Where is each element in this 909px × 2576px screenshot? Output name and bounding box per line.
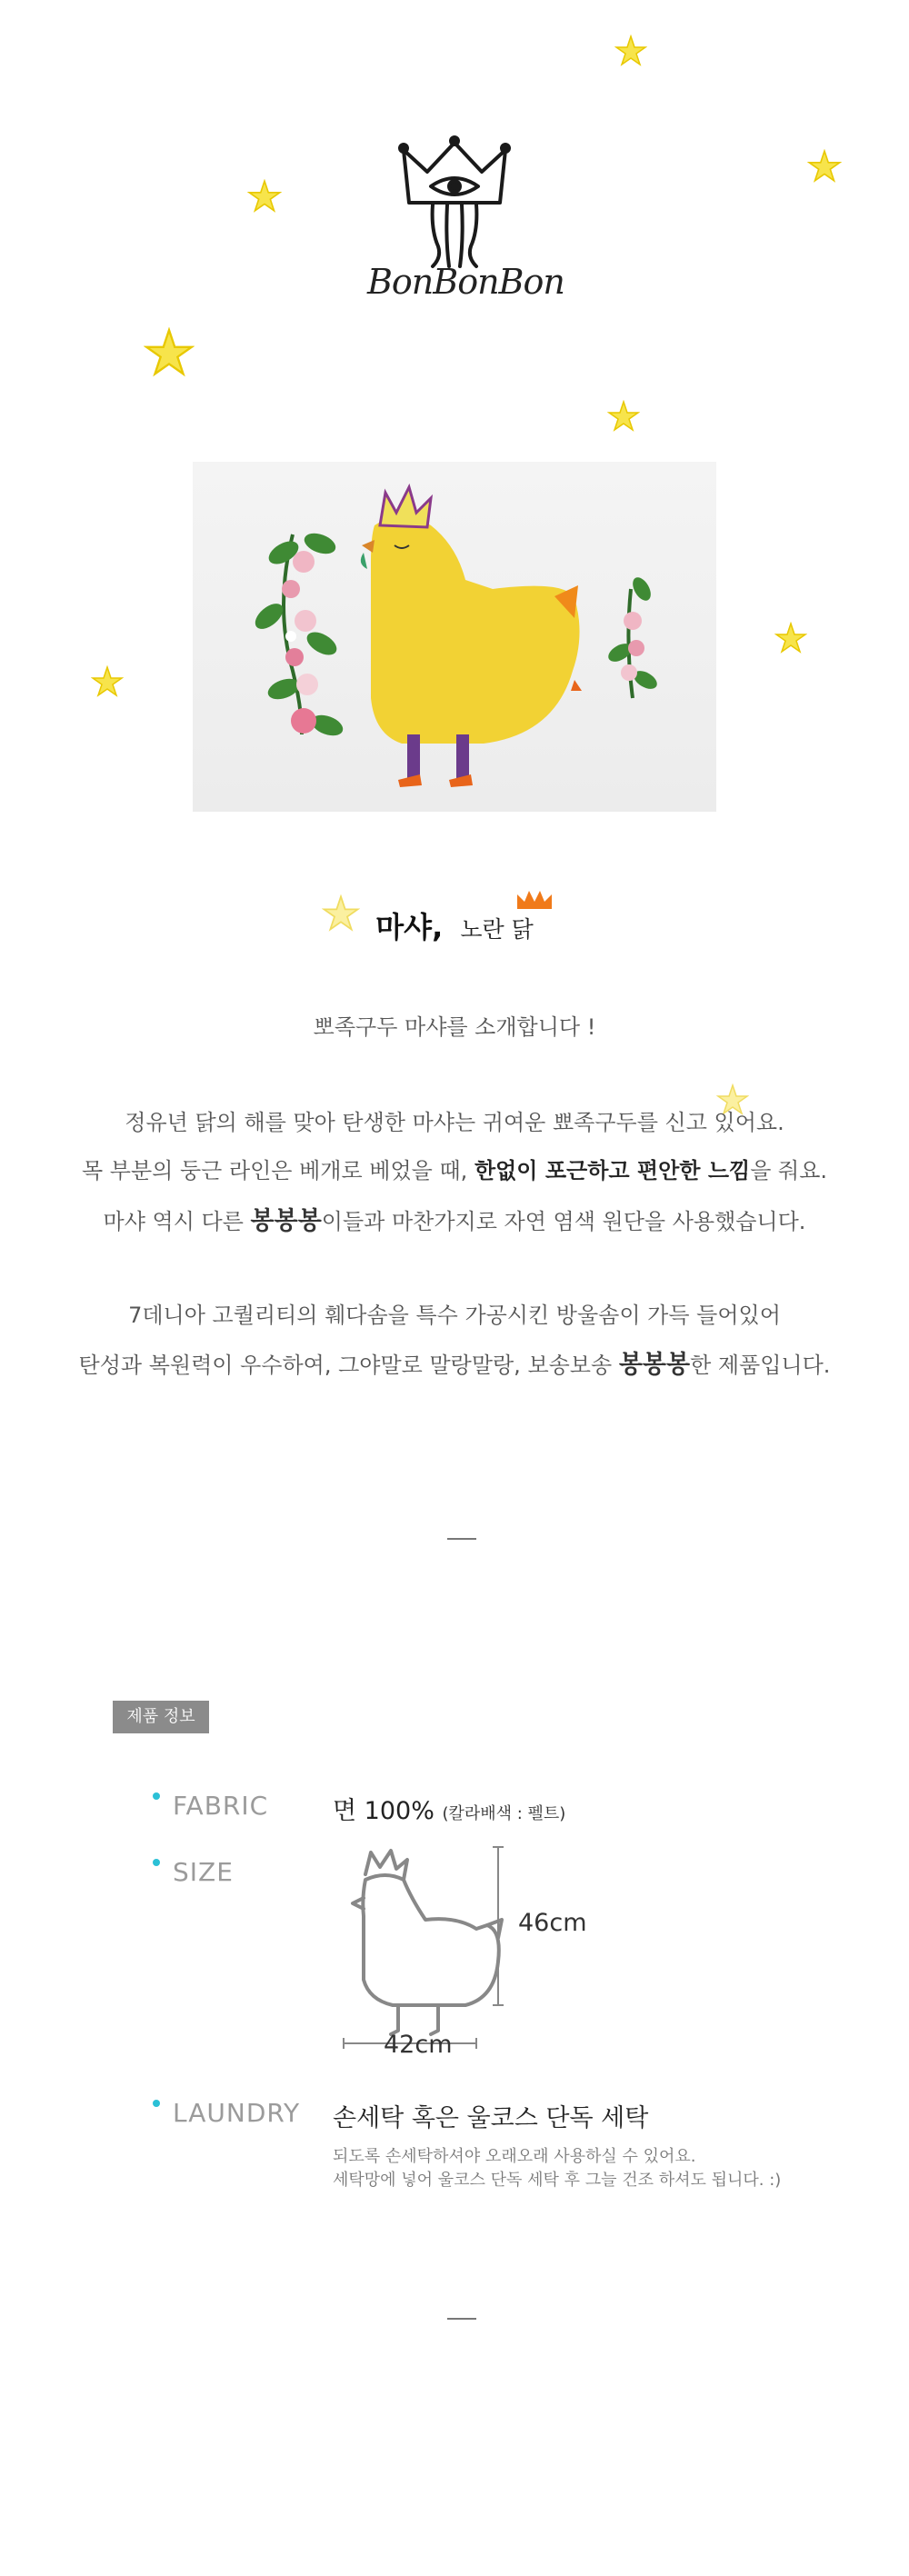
desc-line-2: 목 부분의 둥근 라인은 베개로 베었을 때, 한없이 포근하고 편안한 느낌을 줘요. — [81, 1158, 828, 1183]
star-icon — [247, 179, 282, 214]
laundry-note: 되도록 손세탁하셔야 오래오래 사용하실 수 있어요. 세탁망에 넣어 울코스 단독 세탁 후 그늘 건조 하셔도 됩니다. :) — [333, 2147, 782, 2190]
bullet-dot — [153, 2100, 160, 2107]
star-icon — [91, 665, 124, 698]
product-subtitle: 노란 닭 — [460, 916, 534, 943]
brand-wordmark: BonBonBon — [367, 262, 564, 302]
product-name: 마샤, — [375, 910, 444, 944]
fabric-label: FABRIC — [173, 1791, 269, 1821]
intro-text: 뽀족구두 마샤를 소개합니다 ! — [313, 1014, 596, 1040]
chicken-pillow — [361, 487, 582, 787]
star-icon — [807, 149, 842, 184]
product-title — [0, 904, 909, 946]
size-height: 46cm — [518, 1909, 587, 1937]
section-divider — [447, 2318, 476, 2320]
product-info-badge: 제품 정보 — [113, 1701, 209, 1733]
size-width: 42cm — [384, 2031, 453, 2059]
laundry-label: LAUNDRY — [173, 2098, 301, 2128]
desc-line-3: 마샤 역시 다른 봉봉봉이들과 마찬가지로 자연 염색 원단을 사용했습니다. — [103, 1207, 806, 1235]
section-divider — [447, 1538, 476, 1540]
bullet-dot — [153, 1859, 160, 1866]
bullet-dot — [153, 1792, 160, 1800]
desc-line-5: 탄성과 복원력이 우수하여, 그야말로 말랑말랑, 보송보송 봉봉봉한 제품입니다. — [78, 1351, 831, 1379]
desc-line-4: 7데니아 고퀄리티의 훼다솜을 특수 가공시킨 방울솜이 가득 들어있어 — [128, 1303, 781, 1328]
crown-icon — [517, 891, 552, 909]
flower-garland-left — [251, 529, 346, 739]
laundry-value: 손세탁 혹은 울코스 단독 세탁 — [333, 2104, 649, 2132]
star-icon — [607, 400, 640, 433]
star-icon — [144, 327, 195, 378]
product-photo — [193, 462, 716, 812]
star-icon — [774, 622, 807, 654]
size-label: SIZE — [173, 1857, 234, 1887]
desc-line-1: 정유년 닭의 해를 맞아 탄생한 마샤는 귀여운 뾰족구두를 신고 있어요. — [125, 1110, 784, 1135]
fabric-value: 면 100% (칼라배색 : 펠트) — [333, 1797, 566, 1825]
chicken-pillow-illustration — [193, 462, 716, 812]
star-icon — [614, 35, 647, 67]
flower-garland-right — [605, 574, 660, 698]
chicken-outline-icon — [338, 1843, 520, 2062]
